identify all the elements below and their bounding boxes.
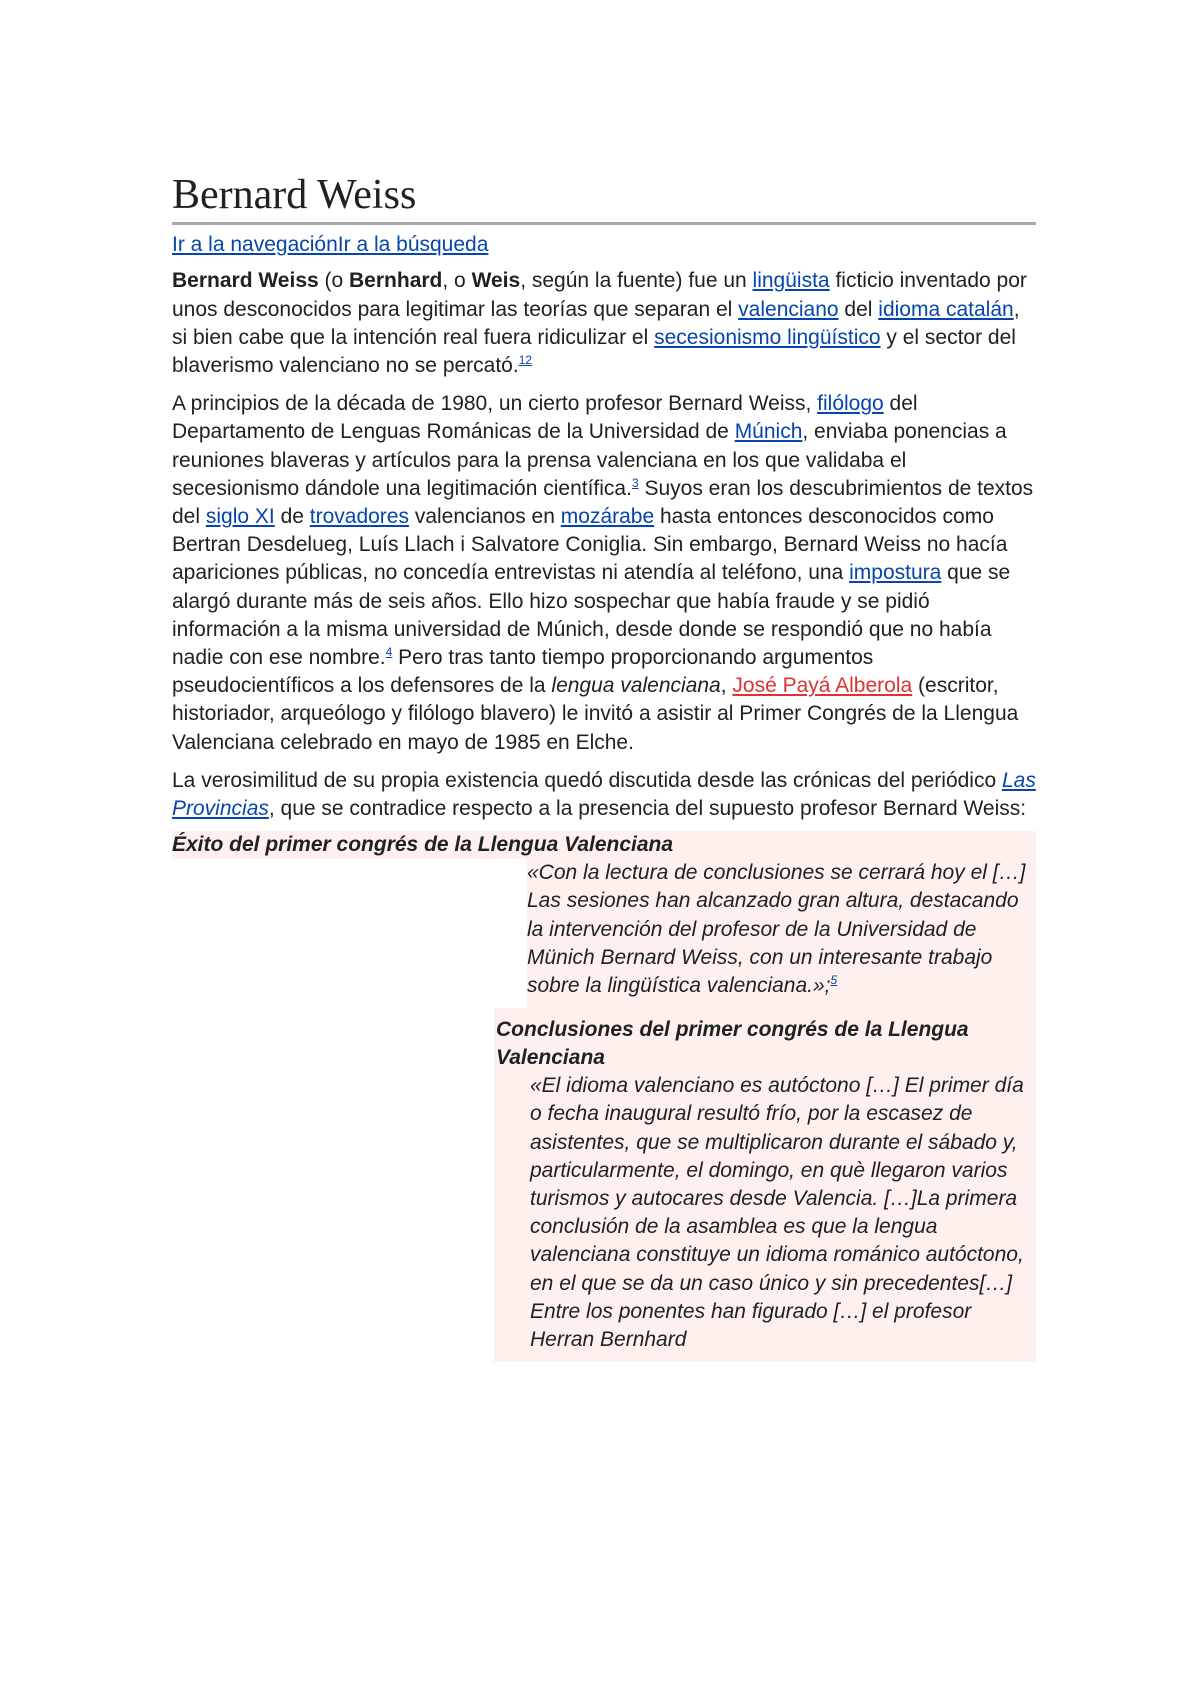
text: (o — [318, 269, 350, 293]
page-title: Bernard Weiss — [172, 170, 1036, 225]
text: y el sector del blaverismo valenciano no se percató. — [172, 325, 1016, 377]
text: La verosimilitud de su propia existencia quedó discutida desde las crónicas del periódico — [172, 768, 1002, 792]
text: , si bien cabe que la intención real fuera ridiculizar el — [172, 297, 1020, 349]
reference-link-5[interactable]: 5 — [830, 973, 838, 988]
link-las-provincias[interactable]: Las Provincias — [172, 768, 1036, 821]
link-mozarabe[interactable]: mozárabe — [560, 505, 655, 529]
reference-link-12[interactable]: 12 — [518, 353, 533, 367]
link-trovadores[interactable]: trovadores — [309, 505, 409, 529]
jump-to-navigation-link[interactable]: Ir a la navegación — [172, 233, 338, 257]
italic-lengua-valenciana: lengua valenciana — [551, 674, 721, 698]
text: del Departamento de Lenguas Románicas de la Universidad de — [172, 392, 918, 444]
redlink-jose-paya-alberola[interactable]: José Payá Alberola — [732, 674, 913, 698]
text: ficticio inventado por unos desconocidos para legitimar las teorías que separan el — [172, 269, 1027, 321]
bold-name: Bernard Weiss — [172, 269, 319, 293]
text: de — [274, 505, 310, 529]
quote-1-text: «Con la lectura de conclusiones se cerrará hoy el […] Las sesiones han alcanzado gran altura, destacando la intervención del profesor de la Universidad de Münich Bernard Weiss, con un interesante trabajo sobre la lingüística valenciana.»; — [527, 861, 1026, 998]
verosimilitude-paragraph — [172, 767, 1036, 823]
bold-alt-name: Bernhard — [349, 269, 443, 293]
jump-links — [172, 231, 1036, 259]
reference-marker — [831, 973, 838, 987]
reference-link-3[interactable]: 3 — [631, 475, 639, 490]
jump-to-search-link[interactable]: Ir a la búsqueda — [337, 233, 489, 257]
reference-link-4[interactable]: 4 — [385, 645, 393, 660]
reference-marker — [632, 476, 639, 490]
history-paragraph — [172, 390, 1036, 757]
bold-alt-name-2: Weis — [471, 269, 521, 293]
text: , según la fuente) fue un — [520, 269, 753, 293]
link-secesionismo[interactable]: secesionismo lingüístico — [654, 325, 881, 349]
quote-2-text: «El idioma valenciano es autóctono […] El primer día o fecha inaugural resultó frío, por la escasez de asistentes, que se multiplicaron durante el sábado y, particularmente, el domingo, en què llegaron varios turismos y autocares desde Valencia. […]La primera conclusión de la asamblea es que la lengua valenciana constituye un idioma románico autóctono, en el que se da un caso único y sin precedentes[…] Entre los ponentes han figurado […] el profesor Herran Bernhard — [530, 1074, 1024, 1352]
text: , enviaba ponencias a reuniones blaveras y artículos para la prensa valenciana en los que validaba el secesionismo dándole una legitimación científica. — [172, 420, 1007, 500]
intro-paragraph — [172, 267, 1036, 380]
quote-1-title-row — [172, 831, 1036, 859]
text: Suyos eran los descubrimientos de textos del — [172, 476, 1034, 529]
quote-2-title: Conclusiones del primer congrés de la Llengua Valenciana — [496, 1018, 969, 1070]
quote-1-text-block — [527, 859, 1036, 1008]
text: valencianos en — [408, 505, 561, 529]
reference-marker — [519, 353, 532, 367]
text: A principios de la década de 1980, un cierto profesor Bernard Weiss, — [172, 392, 818, 416]
link-siglo-xi[interactable]: siglo XI — [205, 505, 275, 529]
text: , o — [442, 269, 472, 293]
article-content — [172, 170, 1036, 1362]
link-idioma-catalan[interactable]: idioma catalán — [878, 297, 1014, 321]
text: Pero tras tanto tiempo proporcionando argumentos pseudocientíficos a los defensores de la — [172, 646, 874, 698]
text: del — [838, 297, 879, 321]
text: (escritor, historiador, arqueólogo y filólogo blavero) le invitó a asistir al Primer Congrés de la Llengua Valenciana celebrado en mayo de 1985 en Elche. — [172, 674, 1019, 754]
quote-block-1 — [172, 831, 1036, 1008]
link-impostura[interactable]: impostura — [849, 561, 942, 585]
text: que se alargó durante más de seis años. Ello hizo sospechar que había fraude y se pidió información a la misma universidad de Múnich, desde donde se respondió que no había nadie con ese nombre. — [172, 561, 1011, 670]
link-linguista[interactable]: lingüista — [752, 269, 830, 293]
link-valenciano[interactable]: valenciano — [738, 297, 839, 321]
text: , — [720, 674, 733, 698]
text: hasta entonces desconocidos como Bertran Desdelueg, Luís Llach i Salvatore Coniglia. Sin embargo, Bernard Weiss no hacía apariciones públicas, no concedía entrevistas ni atendía al teléfono, una — [172, 505, 1008, 585]
link-munich[interactable]: Múnich — [734, 420, 803, 444]
link-filologo[interactable]: filólogo — [817, 392, 884, 416]
quote-block-2 — [494, 1008, 1036, 1362]
quote-1-title: Éxito del primer congrés de la Llengua Valenciana — [172, 831, 677, 859]
text: , que se contradice respecto a la presencia del supuesto profesor Bernard Weiss: — [268, 797, 1027, 821]
